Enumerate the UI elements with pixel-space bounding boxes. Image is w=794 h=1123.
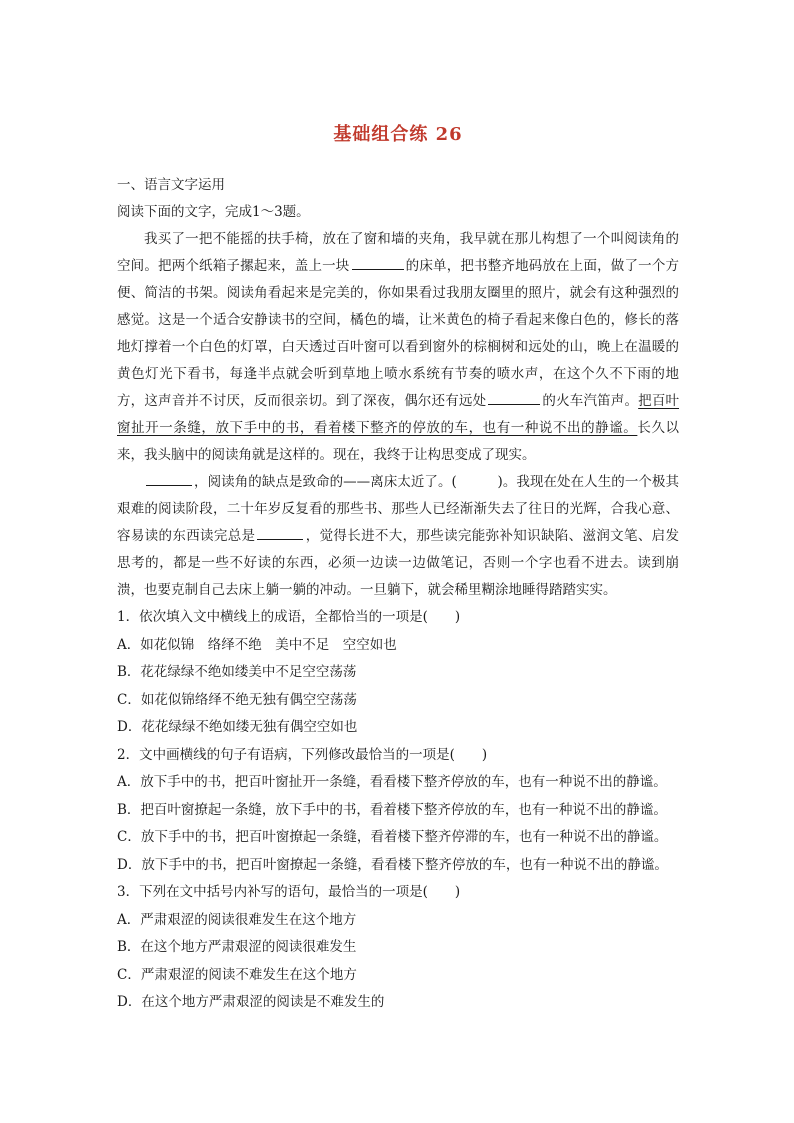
option-b: B．花花绿绿不绝如缕美中不足空空荡荡 <box>117 664 357 680</box>
underlined-sentence: 把百叶窗扯开一条缝，放下手中的书，看着楼下整齐的停放的车，也有一种说不出的静谧。 <box>117 393 680 436</box>
passage-text: 我买了一把不能摇的扶手椅，放在了窗和墙的夹角，我早就在那儿构想了一个叫阅读角的空间。把两个纸箱子摞起来，盖上一块 <box>117 231 679 274</box>
option-b: B．把百叶窗撩起一条缝，放下手中的书，看着楼下整齐停放的车，也有一种说不出的静谧。 <box>117 801 667 818</box>
fill-blank <box>146 471 192 486</box>
question-stem: 1．依次填入文中横线上的成语，全都恰当的一项是( ) <box>117 609 461 625</box>
section-heading: 一、语言文字运用 <box>117 177 225 193</box>
option-c: C．严肃艰涩的阅读不难发生在这个地方 <box>117 966 357 983</box>
question-2 <box>117 742 679 880</box>
question-1 <box>117 604 679 742</box>
document-page <box>117 120 679 1017</box>
option-d: D．在这个地方严肃艰涩的阅读是不难发生的 <box>117 994 385 1010</box>
question-stem: 3．下列在文中括号内补写的语句，最恰当的一项是( ) <box>117 884 461 900</box>
passage-text: 的床单，把书整齐地码放在上面，做了一个方便、简洁的书架。阅读角看起来是完美的，你如果看过我朋友圈里的照片，就会有这种强烈的感觉。这是一个适合安静读书的空间，橘色的墙，让米黄色的椅子看起来像白色的，修长的落地灯撑着一个白色的灯罩，白天透过百叶窗可以看到窗外的棕榈树和远处的山，晚上在温暖的黄色灯光下看书，每逢半点就会听到草地上喷水系统有节奏的喷水声，在这个久不下雨的地方，这声音并不讨厌，反而很亲切。到了深夜，偶尔还有远处 <box>117 258 680 409</box>
passage-paragraph-2 <box>117 469 679 604</box>
option-d: D．花花绿绿不绝如缕无独有偶空空如也 <box>117 719 358 735</box>
page-title: 基础组合练 26 <box>333 124 463 145</box>
fill-blank <box>488 390 540 405</box>
option-a: A．放下手中的书，把百叶窗扯开一条缝，看看楼下整齐停放的车，也有一种说不出的静谧。 <box>117 774 667 790</box>
option-d: D．放下手中的书，把百叶窗撩起一条缝，看看楼下整齐停放的车，也有一种说不出的静谧。 <box>117 856 668 873</box>
option-b: B．在这个地方严肃艰涩的阅读很难发生 <box>117 939 357 955</box>
option-a: A．严肃艰涩的阅读很难发生在这个地方 <box>117 911 357 928</box>
passage-text: 长久以来，我头脑中的阅读角就是这样的。现在，我终于让构思变成了现实。 <box>117 420 680 463</box>
option-c: C．放下手中的书，把百叶窗撩起一条缝，看着楼下整齐停滞的车，也有一种说不出的静谧。 <box>117 829 668 845</box>
fill-blank <box>352 255 404 270</box>
passage-text: 的火车汽笛声。 <box>542 393 639 409</box>
option-a: A．如花似锦 络绎不绝 美中不足 空空如也 <box>117 636 397 653</box>
instruction-text: 阅读下面的文字，完成1～3题。 <box>117 204 310 220</box>
option-c: C．如花似锦络绎不绝无独有偶空空荡荡 <box>117 691 357 708</box>
question-3 <box>117 879 679 1017</box>
question-stem: 2．文中画横线的句子有语病，下列修改最恰当的一项是( ) <box>117 746 488 763</box>
passage-paragraph-1 <box>117 226 679 469</box>
passage-text: ，觉得长进不大，那些读完能弥补知识缺陷、滋润文笔、启发思考的，都是一些不好读的东西，必须一边读一边做笔记，否则一个字也看不进去。读到崩溃，也要克制自己去床上躺一躺的冲动。一旦躺下，就会稀里糊涂地睡得踏踏实实。 <box>117 528 680 598</box>
passage-text: ，阅读角的缺点是致命的——离床太近了。( )。我现在处在人生的一个极其艰难的阅读阶段，二十年岁反复看的那些书、那些人已经渐渐失去了往日的光辉，合我心意、容易读的东西读完总是 <box>117 474 679 544</box>
fill-blank <box>257 525 303 540</box>
